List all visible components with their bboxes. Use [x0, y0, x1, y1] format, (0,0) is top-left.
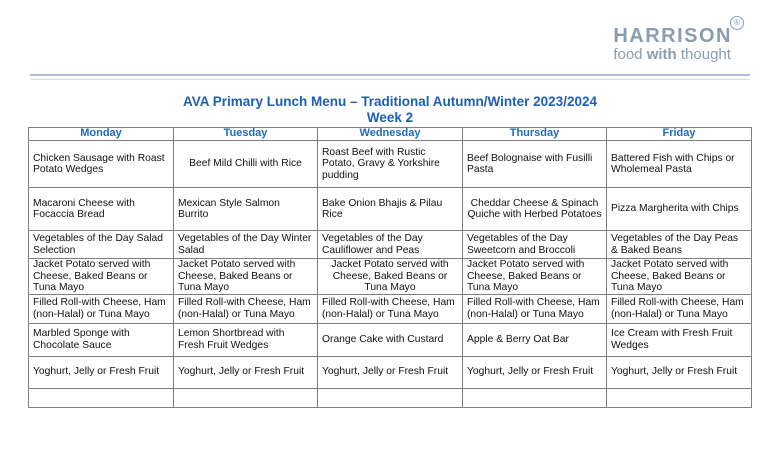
table-row [29, 388, 752, 407]
menu-cell: Jacket Potato served with Cheese, Baked Beans or Tuna Mayo [318, 259, 463, 295]
menu-cell: Chicken Sausage with Roast Potato Wedges [29, 141, 174, 188]
menu-cell: Lemon Shortbread with Fresh Fruit Wedges [174, 323, 318, 356]
menu-cell: Vegetables of the Day Peas & Baked Beans [607, 231, 752, 259]
menu-cell: Orange Cake with Custard [318, 323, 463, 356]
menu-cell: Beef Bolognaise with Fusilli Pasta [463, 141, 607, 188]
menu-cell: Beef Mild Chilli with Rice [174, 141, 318, 188]
registered-mark-icon: ® [730, 16, 744, 30]
brand-logo [613, 26, 732, 63]
table-row [29, 188, 752, 231]
menu-cell [29, 388, 174, 407]
menu-cell: Vegetables of the Day Sweetcorn and Broccoli [463, 231, 607, 259]
menu-week: Week 2 [366, 110, 414, 125]
menu-cell: Filled Roll-with Cheese, Ham (non-Halal) or Tuna Mayo [607, 294, 752, 323]
menu-cell: Battered Fish with Chips or Wholemeal Pasta [607, 141, 752, 188]
table-row [29, 323, 752, 356]
menu-cell: Yoghurt, Jelly or Fresh Fruit [607, 356, 752, 388]
menu-cell: Apple & Berry Oat Bar [463, 323, 607, 356]
menu-cell: Yoghurt, Jelly or Fresh Fruit [29, 356, 174, 388]
day-header-monday: Monday [29, 128, 174, 141]
header-divider [30, 74, 750, 76]
menu-cell [174, 388, 318, 407]
menu-cell: Filled Roll-with Cheese, Ham (non-Halal) or Tuna Mayo [318, 294, 463, 323]
day-header-tuesday: Tuesday [174, 128, 318, 141]
menu-cell [318, 388, 463, 407]
menu-cell: Vegetables of the Day Cauliflower and Peas [318, 231, 463, 259]
menu-cell: Yoghurt, Jelly or Fresh Fruit [318, 356, 463, 388]
menu-cell: Macaroni Cheese with Focaccia Bread [29, 188, 174, 231]
menu-title: AVA Primary Lunch Menu – Traditional Autumn/Winter 2023/2024 [183, 94, 597, 109]
table-row [29, 356, 752, 388]
menu-cell: Bake Onion Bhajis & Pilau Rice [318, 188, 463, 231]
menu-cell: Pizza Margherita with Chips [607, 188, 752, 231]
day-header-wednesday: Wednesday [318, 128, 463, 141]
header-divider-secondary [30, 79, 750, 80]
menu-cell: Mexican Style Salmon Burrito [174, 188, 318, 231]
menu-cell: Ice Cream with Fresh Fruit Wedges [607, 323, 752, 356]
menu-cell: Vegetables of the Day Winter Salad [174, 231, 318, 259]
menu-cell [463, 388, 607, 407]
menu-cell: Marbled Sponge with Chocolate Sauce [29, 323, 174, 356]
menu-cell: Filled Roll-with Cheese, Ham (non-Halal) or Tuna Mayo [29, 294, 174, 323]
table-row [29, 141, 752, 188]
table-row [29, 231, 752, 259]
menu-cell: Yoghurt, Jelly or Fresh Fruit [174, 356, 318, 388]
table-row [29, 294, 752, 323]
menu-cell: Yoghurt, Jelly or Fresh Fruit [463, 356, 607, 388]
menu-cell: Roast Beef with Rustic Potato, Gravy & Yorkshire pudding [318, 141, 463, 188]
day-header-row [29, 128, 752, 141]
menu-cell: Jacket Potato served with Cheese, Baked Beans or Tuna Mayo [607, 259, 752, 295]
day-header-thursday: Thursday [463, 128, 607, 141]
menu-cell: Jacket Potato served with Cheese, Baked Beans or Tuna Mayo [463, 259, 607, 295]
day-header-friday: Friday [607, 128, 752, 141]
menu-cell: Vegetables of the Day Salad Selection [29, 231, 174, 259]
menu-cell: Filled Roll-with Cheese, Ham (non-Halal) or Tuna Mayo [463, 294, 607, 323]
table-row [29, 259, 752, 295]
menu-cell [607, 388, 752, 407]
brand-tagline: food with thought [613, 46, 731, 63]
menu-table [28, 127, 752, 408]
menu-cell: Filled Roll-with Cheese, Ham (non-Halal) or Tuna Mayo [174, 294, 318, 323]
brand-name: HARRISON [613, 25, 732, 47]
menu-cell: Jacket Potato served with Cheese, Baked Beans or Tuna Mayo [174, 259, 318, 295]
menu-cell: Cheddar Cheese & Spinach Quiche with Herbed Potatoes [463, 188, 607, 231]
menu-cell: Jacket Potato served with Cheese, Baked Beans or Tuna Mayo [29, 259, 174, 295]
